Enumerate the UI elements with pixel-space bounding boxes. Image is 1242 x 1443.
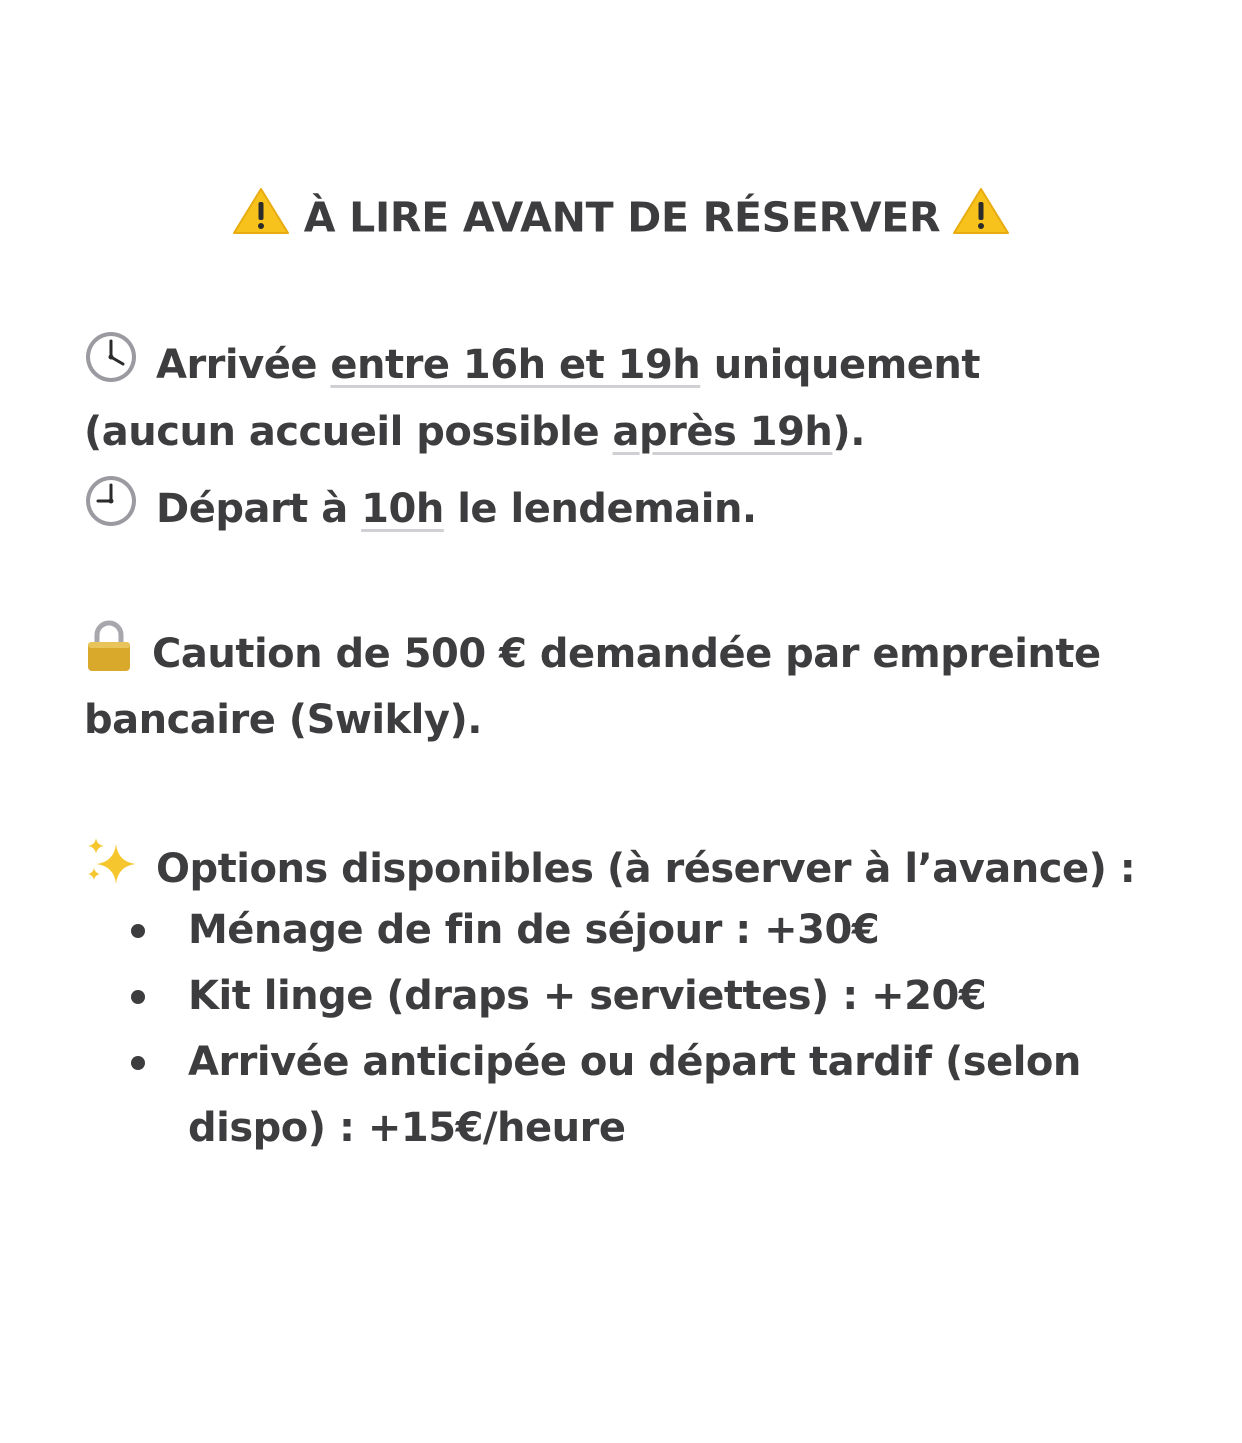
- list-item: [188, 905, 879, 955]
- arrival-note-line: [84, 407, 865, 457]
- warning-icon: [952, 186, 1010, 247]
- option-early-late-price: dispo) : +15€/heure: [188, 1105, 626, 1151]
- arrival-note-prefix: (aucun accueil possible: [84, 409, 613, 455]
- page-title: [0, 190, 1242, 251]
- sparkles-icon: [84, 834, 138, 900]
- bullet-icon: [131, 1056, 145, 1070]
- departure-suffix: le lendemain.: [443, 486, 757, 532]
- options-heading-line: [84, 838, 1135, 904]
- title-text: À LIRE AVANT DE RÉSERVER: [303, 193, 941, 242]
- departure-line: [84, 478, 757, 544]
- arrival-line: [84, 334, 980, 400]
- list-item: [188, 1037, 1081, 1087]
- padlock-icon: [84, 619, 134, 685]
- bullet-icon: [131, 990, 145, 1004]
- departure-time-link[interactable]: 10h: [361, 486, 444, 532]
- after-time-link[interactable]: après 19h: [612, 409, 833, 455]
- list-item-continuation: [188, 1103, 625, 1153]
- bullet-icon: [131, 924, 145, 938]
- arrival-suffix: uniquement: [700, 342, 981, 388]
- arrival-hours-link[interactable]: entre 16h et 19h: [330, 342, 701, 388]
- option-early-late: Arrivée anticipée ou départ tardif (selon: [188, 1039, 1081, 1085]
- option-cleaning: Ménage de fin de séjour : +30€: [188, 907, 880, 953]
- warning-icon: [232, 186, 290, 247]
- arrival-note-suffix: ).: [832, 409, 865, 455]
- list-item: [188, 971, 986, 1021]
- deposit-line-2: [84, 695, 482, 745]
- deposit-line: [84, 623, 1101, 689]
- arrival-prefix: Arrivée: [156, 342, 331, 388]
- option-linen: Kit linge (draps + serviettes) : +20€: [188, 973, 987, 1019]
- departure-prefix: Départ à: [156, 486, 362, 532]
- options-heading: Options disponibles (à réserver à l’avance) :: [156, 846, 1136, 892]
- deposit-text-2: bancaire (Swikly).: [84, 697, 482, 743]
- clock-ten-icon: [84, 474, 138, 540]
- deposit-text-1: Caution de 500 € demandée par empreinte: [152, 631, 1101, 677]
- clock-four-icon: [84, 330, 138, 396]
